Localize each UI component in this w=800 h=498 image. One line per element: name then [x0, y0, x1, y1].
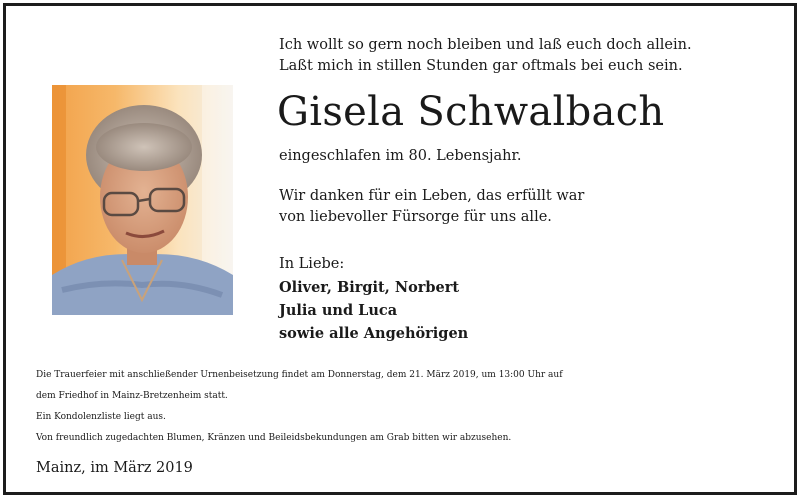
thanks-text: [279, 186, 584, 228]
thanks-line: von liebevoller Fürsorge für uns alle.: [279, 209, 552, 225]
age-line: eingeschlafen im 80. Lebensjahr.: [279, 148, 522, 164]
mourner-names: Oliver, Birgit, Norbert: [279, 279, 460, 296]
portrait-photo: [52, 85, 233, 315]
deceased-name: Gisela Schwalbach: [277, 89, 665, 135]
thanks-line: Wir danken für ein Leben, das erfüllt war: [279, 188, 585, 204]
obituary-frame: [3, 3, 797, 495]
poem-line: Laßt mich in stillen Stunden gar oftmals bei euch sein.: [279, 58, 683, 74]
mourners: [279, 253, 468, 345]
notice-line: dem Friedhof in Mainz-Bretzenheim statt.: [36, 391, 228, 401]
poem: [279, 35, 692, 77]
poem-line: Ich wollt so gern noch bleiben und laß euch doch allein.: [279, 37, 692, 53]
mourner-names: Julia und Luca: [279, 302, 398, 319]
notice-line: Von freundlich zugedachten Blumen, Kränzen und Beileidsbekundungen am Grab bitten wir abzusehen.: [36, 433, 512, 443]
notice-line: Die Trauerfeier mit anschließender Urnenbeisetzung findet am Donnerstag, dem 21. März 2019, um 13:00 Uhr auf: [36, 370, 563, 380]
notice-line: Ein Kondolenzliste liegt aus.: [36, 412, 166, 422]
mourners-intro: In Liebe:: [279, 256, 345, 272]
funeral-notice: [36, 365, 796, 449]
mourner-names: sowie alle Angehörigen: [279, 325, 469, 342]
place-date: Mainz, im März 2019: [36, 460, 193, 476]
